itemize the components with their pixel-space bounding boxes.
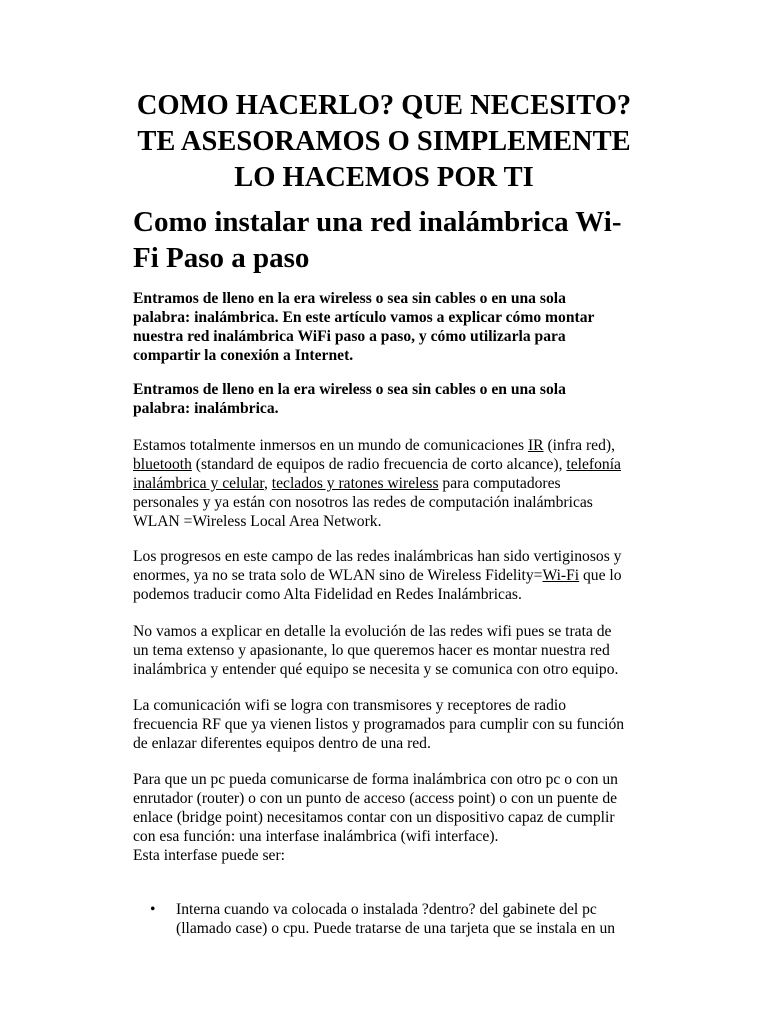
repeat-bold-paragraph: Entramos de lleno en la era wireless o sea sin cables o en una sola palabra: inalámbrica.: [133, 381, 566, 417]
interface-paragraph: Para que un pc pueda comunicarse de forma inalámbrica con otro pc o con un enrutador (router) o con un punto de acceso (access point) o con un puente de enlace (bridge point) necesitamos contar con un dispositivo capaz de cumplir con esa función: una interfase inalámbrica (wifi interface).: [133, 771, 618, 845]
evolution-paragraph: No vamos a explicar en detalle la evolución de las redes wifi pues se trata de un tema extenso y apasionante, lo que queremos hacer es montar nuestra red inalámbrica y entender qué equipo se necesita y se comunica con otro equipo.: [133, 623, 619, 678]
title-line: LO HACEMOS POR TI: [234, 162, 534, 193]
title-line: TE ASESORAMOS O SIMPLEMENTE: [137, 126, 631, 157]
communications-paragraph: Estamos totalmente inmersos en un mundo de comunicaciones IR (infra red), bluetooth (standard de equipos de radio frecuencia de corto alcance), telefonía inalámbrica y celular, teclados y ratones wireless para computadores personales y ya están con nosotros las redes de computación inalámbricas WLAN =Wireless Local Area Network.: [133, 437, 621, 530]
intro-bold-paragraph: Entramos de lleno en la era wireless o sea sin cables o en una sola palabra: inalámbrica. En este artículo vamos a explicar cómo montar nuestra red inalámbrica WiFi paso a paso, y cómo utilizarla para compartir la conexión a Internet.: [133, 290, 595, 364]
heading-line: Como instalar una red inalámbrica Wi-: [133, 206, 622, 238]
interface-types-intro: Esta interfase puede ser:: [133, 847, 285, 864]
link-teclados-ratones[interactable]: teclados y ratones wireless: [271, 475, 439, 492]
wifi-communication-paragraph: La comunicación wifi se logra con transmisores y receptores de radio frecuencia RF que ya vienen listos y programados para cumplir con su función de enlazar diferentes equipos dentro de una red.: [133, 697, 625, 752]
document-title: [100, 88, 668, 196]
link-telefonia[interactable]: telefonía: [566, 456, 621, 473]
list-item: Interna cuando va colocada o instalada ?dentro? del gabinete del pc (llamado case) o cpu. Puede tratarse de una tarjeta que se instala en un: [176, 901, 616, 937]
title-line: COMO HACERLO? QUE NECESITO?: [136, 90, 632, 121]
progress-paragraph: Los progresos en este campo de las redes inalámbricas han sido vertiginosos y enormes, ya no se trata solo de WLAN sino de Wireless Fidelity=Wi-Fi que lo podemos traducir como Alta Fidelidad en Redes Inalámbricas.: [133, 548, 622, 603]
link-bluetooth[interactable]: bluetooth: [133, 456, 192, 473]
link-wifi[interactable]: Wi-Fi: [542, 567, 580, 584]
heading-line: Fi Paso a paso: [133, 242, 310, 274]
article-heading: [133, 204, 653, 276]
bullet-marker: •: [150, 901, 156, 918]
link-inalambrica-celular[interactable]: inalámbrica y celular: [133, 475, 264, 492]
link-ir[interactable]: IR: [527, 437, 544, 454]
